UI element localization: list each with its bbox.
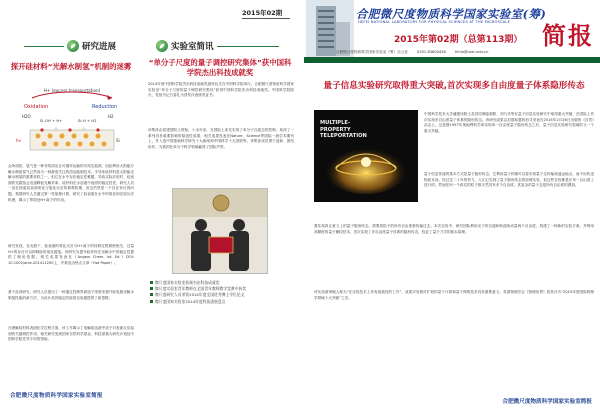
diagram-title: H+ (excess transportation) (43, 88, 101, 93)
masthead-title: 合肥微尺度物质科学国家实验室(筹) (356, 7, 547, 21)
article-body-3: 要实现真正意义上的量子隐形传态，需要将粒子的所有自由度都传输过去。本次实验中，研究团队利用光子的自旋和轨道角动量两个自由度，构建了一种新的实验方案，并利用高精度的量子操控技术，首次实现了多自由度量子体系的隐形传态，验证了量子力学的基本原理。 (314, 224, 594, 234)
left-column (2, 6, 138, 402)
article-body-2: 研究发现，在光照下，硅表面的氧化反应与H+离子的转移过程紧密相关，过量H+的存在可以抑制硅的氧化腐蚀。该研究为提升硅材料在光解水中的稳定性提供了理论依据。相关成果发表在《Angew. Chem. Int. Ed.》DOI: 10.1002/anie.201411200上，并被选为热点文章（Hot Paper）。 (8, 244, 134, 265)
right-column (304, 0, 600, 409)
divider (217, 46, 279, 47)
article-body-4: 在理解硅材料表面化学过程方面，该工作揭示了电解质溶液中质子对表面反应起到的关键调控作用，相关研究受到国家自然科学基金、科技部重大研究计划及中国科学院先导专项的资助。 (8, 326, 134, 342)
divider (24, 46, 64, 47)
masthead (304, 0, 600, 72)
section-header-news (156, 40, 279, 52)
contact-email[interactable]: hfnlo@ustc.edu.cn (454, 50, 489, 54)
feature-image (314, 110, 418, 202)
contact-line (336, 50, 496, 55)
leaf-icon (156, 40, 168, 52)
leaf-icon (67, 40, 79, 52)
masthead-bar (304, 57, 600, 63)
oxidation-label: Oxidation (24, 104, 49, 110)
section-header-research (24, 40, 116, 52)
feature-caption: MULTIPLE-PROPERTY TELEPORTATION (320, 120, 367, 139)
middle-column (142, 6, 298, 402)
section-title: 实验室简讯 (171, 42, 214, 52)
article-body-1: 中国科学技术大学潘建伟院士及其同事陆朝阳、刘乃乐等在量子信息实验研究中取得重大突破，在国际上首次实现多自由度量子体系的隐形传态。该研究成果以封面标题的形式发表在2015年2月26日出版的《自然》杂志上。这是继1997年奥地利科学家实现单一自由度量子隐形传态之后，量子信息实验研究领域的又一个重大突破。 (424, 112, 594, 133)
contact-office: 合肥微尺度物质科学国家实验室（筹）办公室 (336, 50, 408, 54)
reduction-label: Reduction (92, 104, 117, 110)
article-body-2: 该集体由侯建国院士领衔，十余年来，在国际上率先实现了单分子自旋态的控制，取得了一系列具有重要影响的原创性成果，相关成果发表在Nature、Science等国际一流学术期刊上，并入选中国基础科学研究十大新闻和中国科学十大进展等。该集体成员勇于创新、团结协作，为我国在单分子科学领域赢得了国际声誉。 (148, 128, 294, 149)
article-body-3: 基于此项研究，研究人员提出了一种通过控制界面质子浓度来提升硅电极光解水制氢性能的新方法，为设计高效稳定的硅基光电极提供了新思路。 (8, 290, 134, 300)
bulletin-title: 简报 (542, 21, 594, 50)
fast-label: Si-OH + H+ (40, 118, 63, 123)
headline: 量子信息实验研究取得重大突破,首次实现多自由度量子体系隐形传态 (323, 81, 585, 91)
article-body-1: 众所周知，氢气是一种非常清洁且可循环运输的可再生能源，因此利用太阳能分解水制备氢气已然成为一种最受关注的清洁能源技术。半导体硅材料是太阳能光解水制氢的重要材料之一，但它在水中存在稳定性难题，导致实际应用时，硅表面的光腐蚀会迅速降低光解效率。硅材料在水溶液中表面的稳定性差，研究人员一直在探索其表面氧化与氢化反应的微观机理，但这仍然是一个存在争议的问题。我国研究人员通过第一性原理计算，研究了硅表面在水中的氧化和还原反应机理，揭示了界面处H+离子的作用。 (8, 164, 134, 202)
article-body-2: 量子信息传递的基本方式是量子隐形传态，它利用量子纠缠可以将未知量子态传输到遥远地点，而不用传送物质本身。经过近二十年的努力，人们已实现了量子隐形传态的原理实验，但这些实验都是在单一自由度上进行的。然而任何一个真实的粒子都天然具有多个自由度，其复杂的量子态是所有自由度的叠加。 (424, 172, 594, 188)
si-label: Si (116, 138, 120, 143)
article-title: 探开硅材料“光解水制氢”机制的迷雾 (10, 62, 132, 71)
award-photo (172, 188, 268, 274)
article-title: “单分子尺度的量子调控研究集体”获中国科学院杰出科技成就奖 (148, 58, 292, 77)
caption-item[interactable]: 微尺度国家实验室2014年度科技进展盘点 (150, 299, 292, 304)
article-body-4: 该实验被审稿人称为“在实验技术上具有挑战性的工作”，成果对发展可扩展的量子计算和量子网络技术具有重要意义。英国物理学会《物理世界》将其评为“2015年度国际物理学领域十大突破”之首。 (314, 290, 594, 300)
footer-brand: 合肥微尺度物质科学国家实验室简报 (10, 393, 103, 399)
caption-item[interactable]: 微尺度实验室青年教师在全国青年教师教学竞赛中获奖 (150, 286, 292, 291)
slow-label: Si-H + H2 (78, 118, 97, 123)
caption-item[interactable]: 微尺度研究人员荣获2014年度全国优秀博士学位论文 (150, 292, 292, 297)
article-body-1: 2014年度中国科学院杰出科技成就奖颁发仪式在中国科学院举行。合肥微尺度物质科学国家实验室“单分子尺度的量子调控研究集体”获得中国科学院杰出科技成就奖。中国科学院院长、党组书记白春礼为获奖代表颁发证书。 (148, 82, 294, 98)
caption-list (150, 280, 292, 305)
caption-item[interactable]: 微尺度国家实验室获颁杰出科技成就奖 (150, 280, 292, 285)
contact-phone: 0551-63600458 (417, 50, 446, 54)
h2-label: H2 (108, 114, 114, 119)
issue-number: 2015年第02期（总第113期） (394, 35, 523, 45)
issue-label: 2015年02期 (242, 9, 283, 17)
light-label: hv (16, 138, 21, 143)
section-title: 研究进展 (82, 42, 117, 52)
footer-brand: 合肥微尺度物质科学国家实验室简报 (502, 399, 592, 405)
silicon-lattice (30, 128, 114, 150)
h2o-label: H2O (22, 114, 31, 119)
reaction-diagram (12, 86, 132, 156)
masthead-subtitle: HEFEI NATIONAL LABORATORY FOR PHYSICAL SCIENCES AT THE MICROSCALE (358, 20, 511, 24)
